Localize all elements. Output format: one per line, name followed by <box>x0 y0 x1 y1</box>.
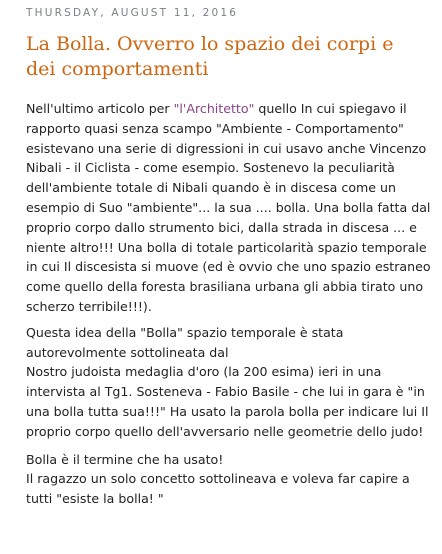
post-title[interactable]: La Bolla. Ovverro lo spazio dei corpi e dei comportamenti <box>26 33 394 80</box>
paragraph-1-text-after: quello In cui spiegavo il rapporto quasi senza scampo "Ambiente - Comportamento" esistevano una serie di digressioni in cui usavo anche Vincenzo Nibali - il Ciclista - come esempio. Sostenevo la peculiarità dell'ambiente totale di Nibali quando è in discesa come un esempio di Suo "ambiente"... la sua .... bolla. Una bolla fatta dal proprio corpo dallo strumento bici, dalla strada in discesa ... e niente altro!!! Una bolla di totale particolarità spazio temporale in cui Il discesista si muove (ed è ovvio che uno spazio estraneo come quello della foresta brasiliana urbana gli abbia tirato uno scherzo terribile!!!). <box>26 101 431 314</box>
architetto-link[interactable]: "l'Architetto" <box>173 101 255 116</box>
paragraph-3-line-2: Il ragazzo un solo concetto sottolineava e voleva far capire a tutti "esiste la bolla! " <box>26 471 410 507</box>
paragraph-2 <box>26 323 436 442</box>
paragraph-2-line-1: Questa idea della "Bolla" spazio temporale è stata autorevolmente sottolineata dal <box>26 324 344 360</box>
blog-post <box>26 0 436 515</box>
paragraph-3-line-1: Bolla è il termine che ha usato! <box>26 451 224 467</box>
post-body <box>26 99 436 509</box>
paragraph-1 <box>26 99 436 317</box>
paragraph-1-text-before: Nell'ultimo articolo per <box>26 101 174 116</box>
paragraph-2-line-2: Nostro judoista medaglia d'oro (la 200 esima) ieri in una intervista al Tg1. Sosteneva - Fabio Basile - che lui in gara è "in una bolla tutta sua!!!" Ha usato la parola bolla per indicare lui Il proprio corpo quello dell'avversario nelle geometrie dello judo! <box>26 364 429 439</box>
paragraph-3 <box>26 450 436 509</box>
post-date: THURSDAY, AUGUST 11, 2016 <box>26 7 239 19</box>
